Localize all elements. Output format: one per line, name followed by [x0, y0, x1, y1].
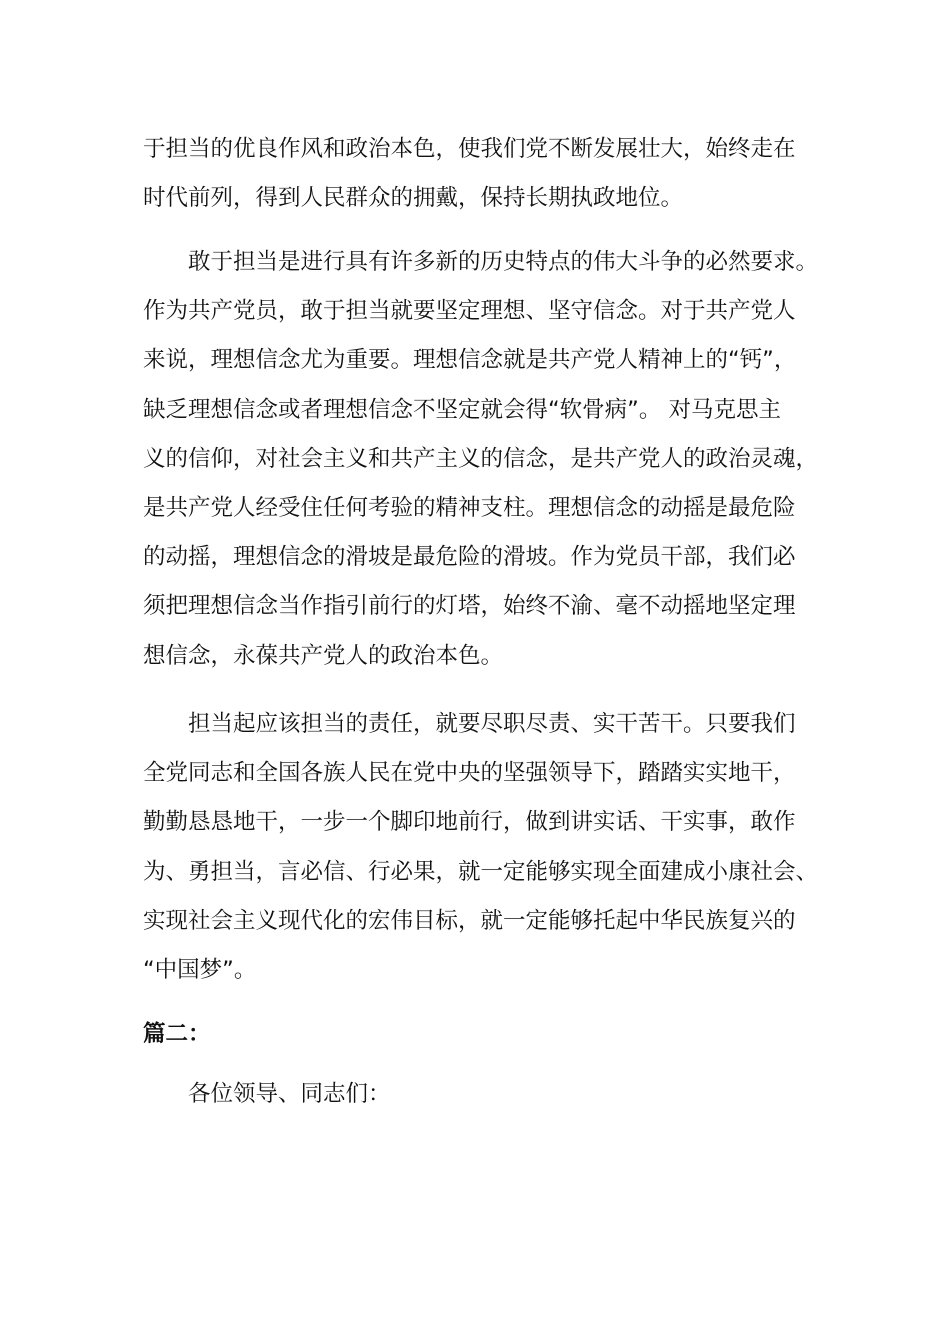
salutation	[143, 1070, 813, 1119]
paragraph-3	[143, 700, 819, 995]
paragraph-line: 于担当的优良作风和政治本色，使我们党不断发展壮大，始终走在	[143, 136, 796, 162]
paragraph-line: 义的信仰，对社会主义和共产主义的信念，是共产党人的政治灵魂，	[143, 445, 819, 472]
paragraph-line: 的动摇，理想信念的滑坡是最危险的滑坡。作为党员干部，我们必	[143, 544, 796, 571]
paragraph-line: 来说，理想信念尤为重要。理想信念就是共产党人精神上的“钙”，	[143, 347, 797, 374]
paragraph-line: 须把理想信念当作指引前行的灯塔，始终不渝、毫不动摇地坚定理	[143, 593, 796, 620]
paragraph-line: 勤勤恳恳地干，一步一个脚印地前行，做到讲实话、干实事，敢作	[143, 809, 796, 836]
paragraph-line: “中国梦”。	[143, 956, 257, 983]
paragraph-line: 缺乏理想信念或者理想信念不坚定就会得“软骨病”。 对马克思主	[143, 396, 781, 423]
section-heading-text: 篇二：	[143, 1021, 211, 1047]
paragraph-line: 为、勇担当，言必信、行必果，就一定能够实现全面建成小康社会、	[143, 858, 819, 885]
paragraph-line: 实现社会主义现代化的宏伟目标，就一定能够托起中华民族复兴的	[143, 907, 796, 934]
paragraph-line: 全党同志和全国各族人民在党中央的坚强领导下，踏踏实实地干，	[143, 760, 796, 787]
paragraph-line: 作为共产党员，敢于担当就要坚定理想、坚守信念。对于共产党人	[143, 298, 796, 325]
section-heading	[143, 1010, 813, 1059]
paragraph-line: 敢于担当是进行具有许多新的历史特点的伟大斗争的必然要求。	[188, 249, 819, 275]
paragraph-1	[143, 125, 813, 223]
paragraph-2	[143, 238, 819, 681]
paragraph-line: 担当起应该担当的责任，就要尽职尽责、实干苦干。只要我们	[188, 711, 796, 737]
paragraph-line: 想信念，永葆共产党人的政治本色。	[143, 642, 504, 669]
paragraph-line: 时代前列，得到人民群众的拥戴，保持长期执政地位。	[143, 185, 684, 212]
salutation-text: 各位领导、同志们：	[188, 1081, 391, 1107]
paragraph-line: 是共产党人经受住任何考验的精神支柱。理想信念的动摇是最危险	[143, 494, 796, 521]
